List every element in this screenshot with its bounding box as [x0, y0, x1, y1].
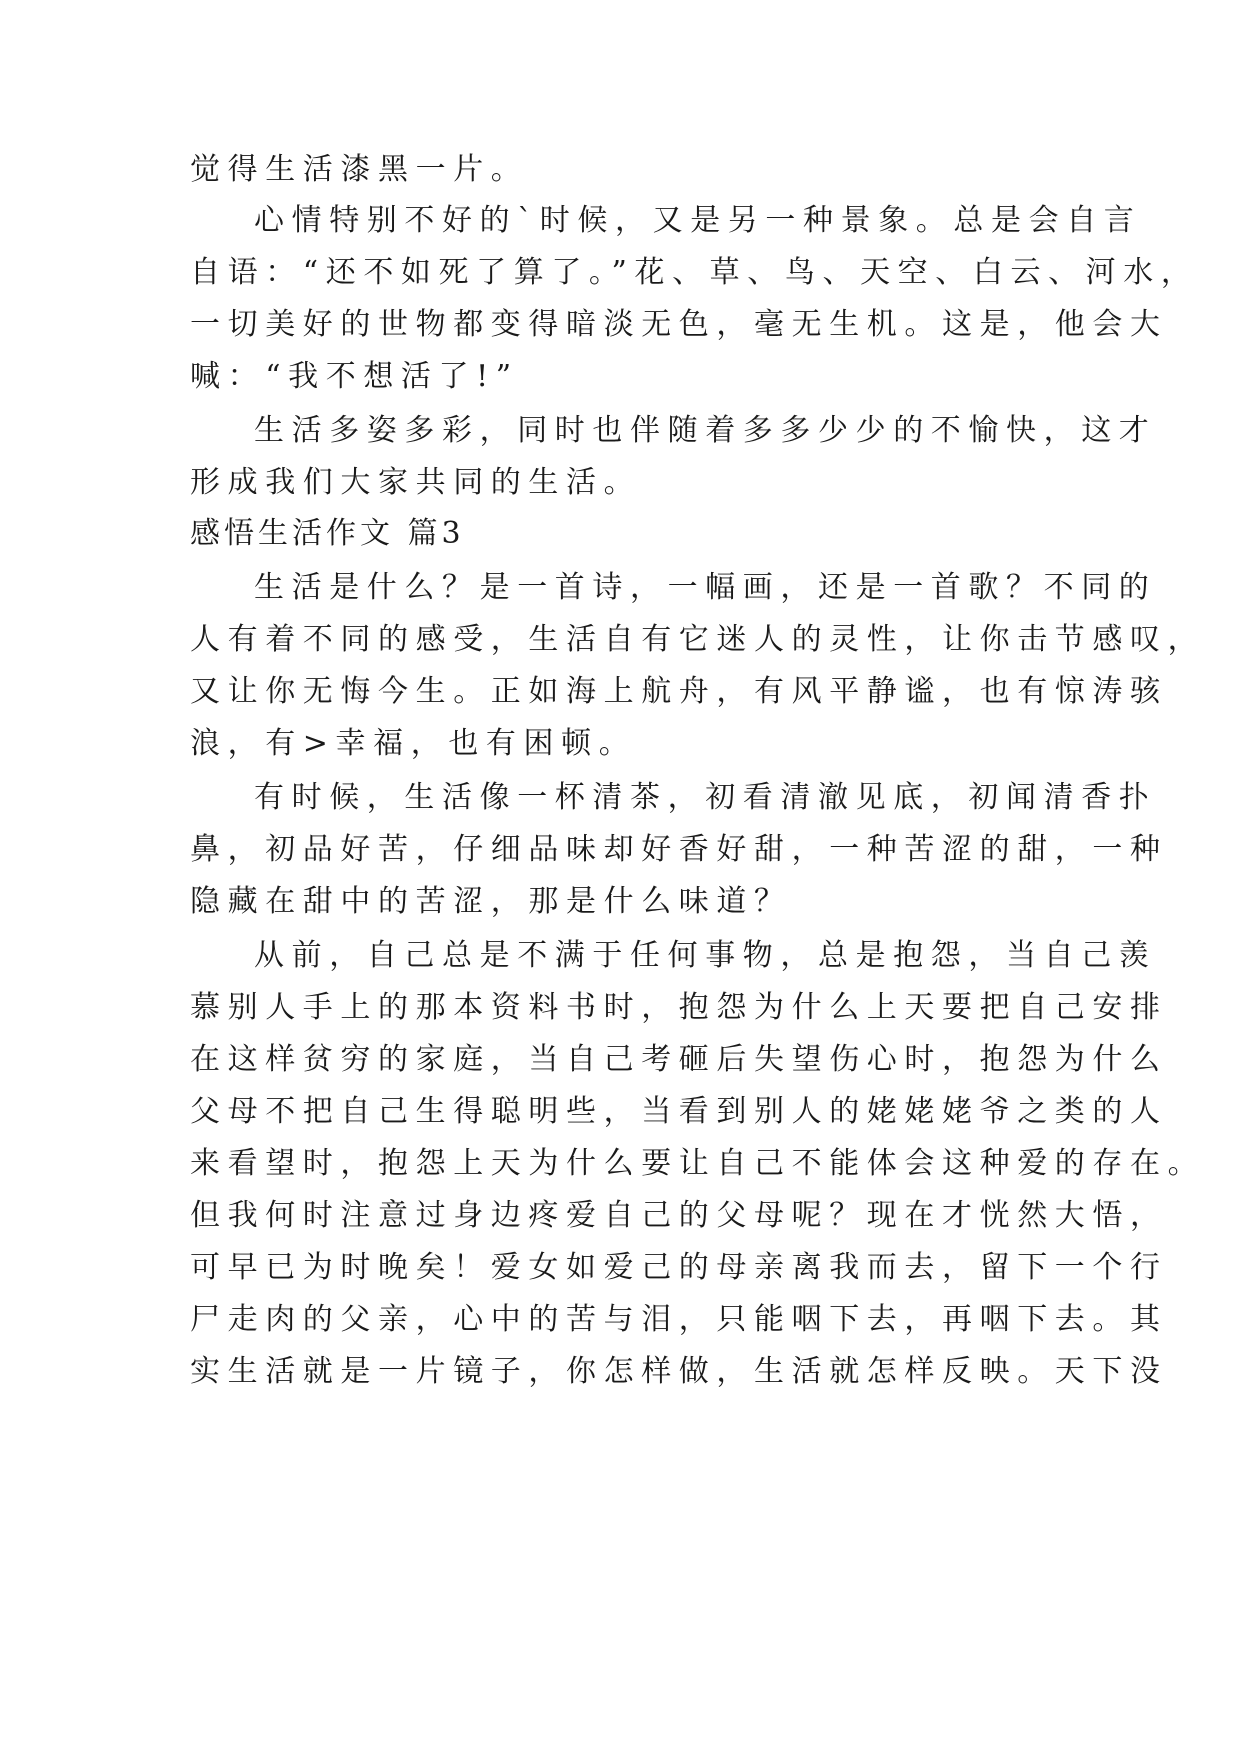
paragraph-start-line: 生活多姿多彩，同时也伴随着多多少少的不愉快，这才	[254, 413, 1157, 448]
text-line: 在这样贫穷的家庭，当自己考砸后失望伤心时，抱怨为什么	[190, 1042, 1168, 1077]
text-line: 鼻，初品好苦，仔细品味却好香好甜，一种苦涩的甜，一种	[190, 832, 1168, 867]
paragraph-start-line: 心情特别不好的`时候，又是另一种景象。总是会自言	[254, 203, 1142, 238]
text-line: 又让你无悔今生。正如海上航舟，有风平静谧，也有惊涛骇	[190, 674, 1168, 709]
text-line: 自语：“还不如死了算了。”花、草、鸟、天空、白云、河水，	[190, 255, 1199, 290]
text-line: 父母不把自己生得聪明些，当看到别人的姥姥姥爷之类的人	[190, 1094, 1168, 1129]
text-line: 但我何时注意过身边疼爱自己的父母呢？现在才恍然大悟，	[190, 1198, 1168, 1233]
text-line: 喊：“我不想活了!”	[190, 359, 519, 394]
text-line: 尸走肉的父亲，心中的苦与泪，只能咽下去，再咽下去。其	[190, 1302, 1168, 1337]
text-line: 隐藏在甜中的苦涩，那是什么味道？	[190, 884, 792, 919]
paragraph-start-line: 生活是什么？是一首诗，一幅画，还是一首歌？不同的	[254, 570, 1157, 605]
text-line: 可早已为时晚矣！爱女如爱己的母亲离我而去，留下一个行	[190, 1250, 1168, 1285]
text-line: 形成我们大家共同的生活。	[190, 465, 642, 500]
paragraph-start-line: 有时候，生活像一杯清茶，初看清澈见底，初闻清香扑	[254, 780, 1157, 815]
text-line: 慕别人手上的那本资料书时，抱怨为什么上天要把自己安排	[190, 990, 1168, 1025]
paragraph-start-line: 从前，自己总是不满于任何事物，总是抱怨，当自己羡	[254, 938, 1157, 973]
text-line: 觉得生活漆黑一片。	[190, 152, 529, 187]
text-line: 来看望时，抱怨上天为什么要让自己不能体会这种爱的存在。	[190, 1146, 1206, 1181]
text-line: 一切美好的世物都变得暗淡无色，毫无生机。这是，他会大	[190, 307, 1168, 342]
text-line: 人有着不同的感受，生活自有它迷人的灵性，让你击节感叹，	[190, 622, 1206, 657]
text-line: 实生活就是一片镜子，你怎样做，生活就怎样反映。天下没	[190, 1354, 1168, 1389]
text-line: 浪，有>幸福，也有困顿。	[190, 726, 637, 761]
section-heading: 感悟生活作文 篇3	[190, 516, 465, 551]
